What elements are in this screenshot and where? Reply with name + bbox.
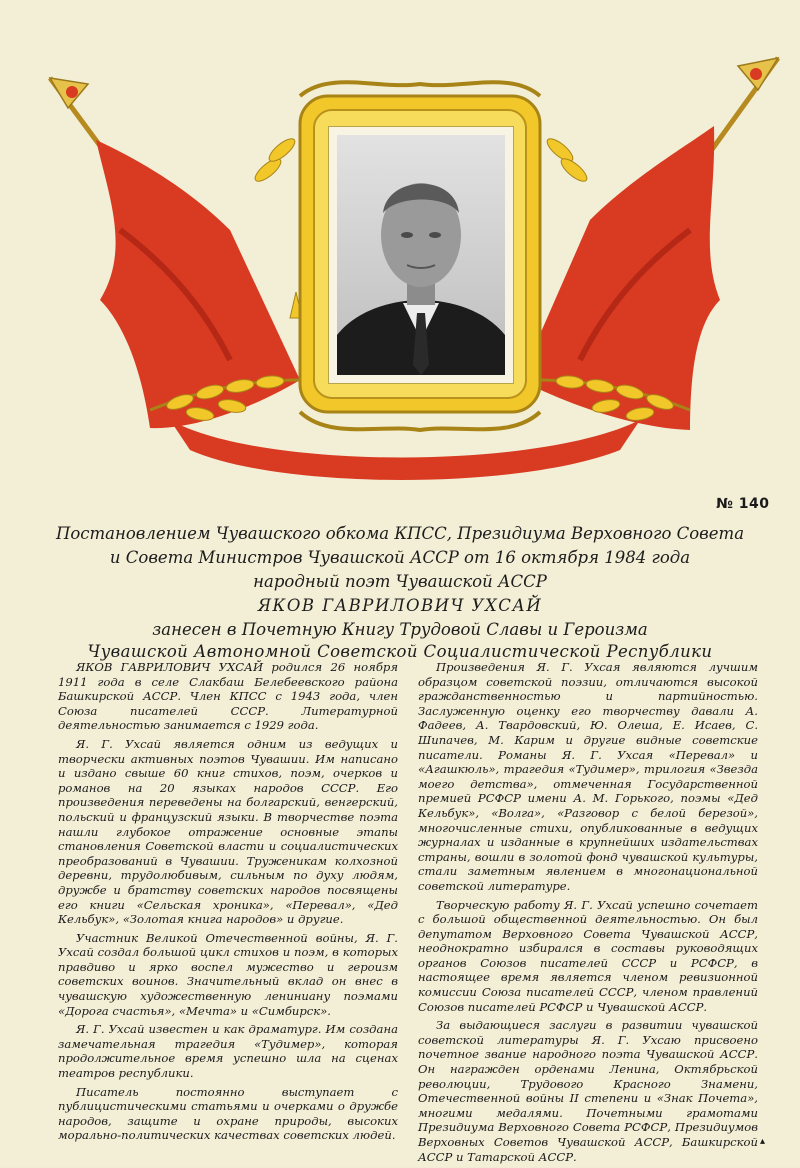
decree-line-5: занесен в Почетную Книгу Трудовой Славы и Героизма xyxy=(152,620,648,639)
paragraph: Творческую работу Я. Г. Ухсай успешно сочетает с большой общественной деятельностью. Он был депутатом Верховного Совета Чувашской АССР, неоднократно избирался в составы руководящих органов Союзов писателей СССР и РСФСР, в настоящее время является членом ревизионной комиссии Союза писателей СССР, членом правлений Союзов писателей РСФСР и Чувашской АССР. xyxy=(418,897,758,1014)
honoree-name: ЯКОВ ГАВРИЛОВИЧ УХСАЙ xyxy=(257,596,543,615)
paragraph: Я. Г. Ухсай известен и как драматург. Им создана замечательная трагедия «Тудимер», которая продолжительное время успешно шла на сценах театров республики. xyxy=(58,1022,398,1081)
decree-line-3: народный поэт Чувашской АССР xyxy=(253,572,547,591)
right-hammer-sickle-icon xyxy=(750,68,762,80)
decree-line-6: Чувашской Автономной Советской Социалистической Республики xyxy=(87,642,713,661)
paragraph: Писатель постоянно выступает с публицистическими статьями и очерками о дружбе народов, защите и охране природы, высоких морально-политических качествах советских людей. xyxy=(58,1084,398,1143)
paragraph: Я. Г. Ухсай является одним из ведущих и творчески активных поэтов Чувашии. Им написано и издано свыше 60 книг стихов, поэм, очерков и романов на 20 языках народов СССР. Его произведения переведены на болгарский, венгерский, польский и французский языки. В творчестве поэта нашли глубокое отражение основные этапы становления Советской власти и социалистических преобразований в Чувашии. Труженикам колхозной деревни, трудолюбивым, сильным по духу людям, дружбе и братству советских народов посвящены его книги «Сельская хроника», «Перевал», «Дед Кельбук», «Золотая книга народов» и другие. xyxy=(58,736,398,927)
biography-right-column xyxy=(418,660,758,1168)
biography-left-column xyxy=(58,660,398,1147)
portrait-frame xyxy=(328,126,514,384)
portrait-photo xyxy=(337,135,505,375)
end-mark: ▴ xyxy=(760,1136,766,1147)
right-red-flag xyxy=(520,126,720,430)
paragraph: Произведения Я. Г. Ухсая являются лучшим образцом советской поэзии, отличаются высокой гражданственностью и партийностью. Заслуженную оценку его творчеству давали А. Фадеев, А. Твардовский, Ю. Олеша, Е. Исаев, С. Шипачев, М. Карим и другие видные советские писатели. Романы Я. Г. Ухсая «Перевал» и «Агашкюль», трагедия «Тудимер», трилогия «Звезда моего детства», отмеченная Государственной премией РСФСР имени А. М. Горького, поэмы «Дед Кельбук», «Волга», «Разговор с белой березой», многочисленные стихи, опубликованные в ведущих журналах и изданные в крупнейших издательствах страны, вошли в золотой фонд чувашской культуры, стали заметным явлением в многонациональной советской литературе. xyxy=(418,660,758,893)
paragraph: ЯКОВ ГАВРИЛОВИЧ УХСАЙ родился 26 ноября 1911 года в селе Слакбаш Белебеевского района Башкирской АССР. Член КПСС с 1943 года, член Союза писателей СССР. Литературной деятельностью занимается с 1929 года. xyxy=(58,660,398,733)
paragraph: За выдающиеся заслуги в развитии чувашской советской литературы Я. Г. Ухсаю присвоено почетное звание народного поэта Чувашской АССР. Он награжден орденами Ленина, Октябрьской революции, Трудового Красного Знамени, Отечественной войны II степени и «Знак Почета», многими медалями. Почетными грамотами Президиума Верховного Совета РСФСР, Президиумов Верховных Советов Чувашской АССР, Башкирской АССР и Татарской АССР. xyxy=(418,1018,758,1164)
decree-line-2: и Совета Министров Чувашской АССР от 16 октября 1984 года xyxy=(109,548,691,567)
decree-line-1: Постановлением Чувашского обкома КПСС, Президиума Верховного Совета xyxy=(55,524,745,543)
paragraph: Участник Великой Отечественной войны, Я. Г. Ухсай создал большой цикл стихов и поэм, в которых правдиво и ярко воспел мужество и героизм советских воинов. Значительный вклад он внес в чувашскую художественную лениниану поэмами «Дорога счастья», «Мечта» и «Симбирск». xyxy=(58,930,398,1018)
record-number: № 140 xyxy=(716,496,770,512)
left-star-icon xyxy=(66,86,78,98)
